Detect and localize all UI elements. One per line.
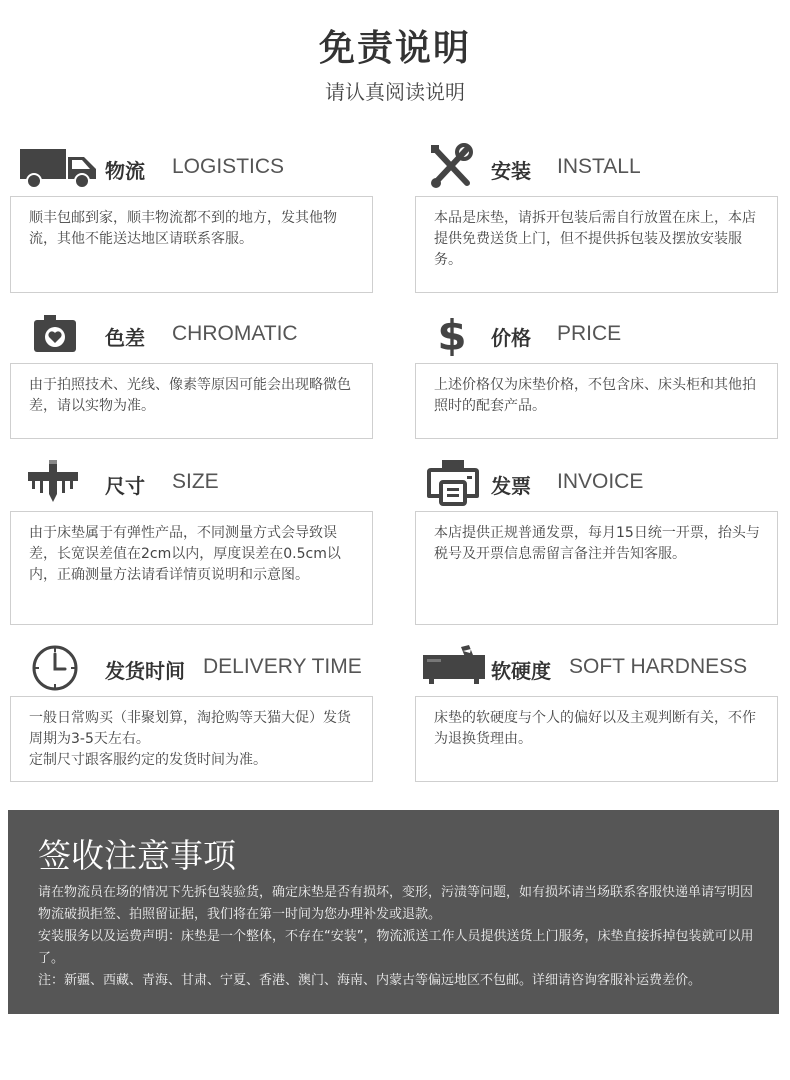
svg-text:$: $ <box>437 311 467 360</box>
section-invoice <box>415 458 780 562</box>
section-logistics <box>10 143 375 247</box>
section-title-en: LOGISTICS <box>172 155 285 178</box>
section-title-cn: 软硬度 <box>491 659 551 683</box>
section-text: 本店提供正规普通发票，每月15日统一开票，抬头与税号及开票信息需留言备注并告知客服。 <box>415 511 778 625</box>
section-title-en: SOFT HARDNESS <box>569 655 748 678</box>
section-title-en: INVOICE <box>557 470 644 493</box>
clock-icon <box>30 643 80 693</box>
section-soft-hardness <box>415 643 780 747</box>
page-subtitle: 请认真阅读说明 <box>325 80 465 104</box>
section-title-en: CHROMATIC <box>172 322 298 345</box>
camera-icon <box>32 310 78 360</box>
section-text: 一般日常购买（非聚划算，淘抢购等天猫大促）发货周期为3-5天左右。 定制尺寸跟客服约定的发货时间为准。 <box>10 696 373 782</box>
section-title-cn: 发货时间 <box>105 659 185 683</box>
section-title-en: INSTALL <box>557 155 641 178</box>
notice-paragraph-inspection: 请在物流员在场的情况下先拆包装验货，确定床垫是否有损坏，变形，污渍等问题，如有损坏请当场联系客服快递单请写明因物流破损拒签、拍照留证据，我们将在第一时间为您办理补发或退款。 <box>38 885 754 922</box>
section-title-cn: 物流 <box>105 159 145 183</box>
section-text: 上述价格仅为床垫价格，不包含床、床头柜和其他拍照时的配套产品。 <box>415 363 778 439</box>
truck-icon <box>18 143 100 193</box>
section-delivery-time <box>10 643 375 768</box>
section-install <box>415 143 780 268</box>
section-title-cn: 发票 <box>491 474 531 498</box>
ruler-icon <box>26 458 80 508</box>
signing-notice-panel <box>8 810 779 1014</box>
notice-paragraph-installation: 安装服务以及运费声明：床垫是一个整体，不存在“安装”，物流派送工作人员提供送货上门服务，床垫直接拆掉包装就可以用了。 <box>38 929 754 966</box>
section-title-cn: 价格 <box>491 326 531 350</box>
section-text: 本品是床垫，请拆开包装后需自行放置在床上，本店提供免费送货上门，但不提供拆包装及摆放安装服务。 <box>415 196 778 293</box>
section-title-cn: 尺寸 <box>105 474 145 498</box>
dollar-icon <box>437 310 467 360</box>
section-title-en: DELIVERY TIME <box>203 655 362 678</box>
section-size <box>10 458 375 583</box>
section-text: 床垫的软硬度与个人的偏好以及主观判断有关，不作为退换货理由。 <box>415 696 778 782</box>
mattress-icon <box>421 643 487 693</box>
printer-icon <box>427 458 479 508</box>
notice-title: 签收注意事项 <box>38 836 236 875</box>
section-chromatic <box>10 310 375 414</box>
section-text: 顺丰包邮到家，顺丰物流都不到的地方，发其他物流，其他不能送达地区请联系客服。 <box>10 196 373 293</box>
section-title-cn: 安装 <box>491 159 531 183</box>
tools-icon <box>429 143 473 193</box>
page-title: 免责说明 <box>318 28 471 69</box>
notice-paragraph-shipping-note: 注：新疆、西藏、青海、甘肃、宁夏、香港、澳门、海南、内蒙古等偏远地区不包邮。详细请咨询客服补运费差价。 <box>38 973 702 988</box>
section-title-cn: 色差 <box>105 326 145 350</box>
section-text: 由于拍照技术、光线、像素等原因可能会出现略微色差，请以实物为准。 <box>10 363 373 439</box>
section-title-en: PRICE <box>557 322 622 345</box>
section-price <box>415 310 780 414</box>
notice-body <box>38 882 758 992</box>
section-title-en: SIZE <box>172 470 219 493</box>
section-text: 由于床垫属于有弹性产品，不同测量方式会导致误差，长宽误差值在2cm以内，厚度误差在0.5cm以内，正确测量方法请看详情页说明和示意图。 <box>10 511 373 625</box>
